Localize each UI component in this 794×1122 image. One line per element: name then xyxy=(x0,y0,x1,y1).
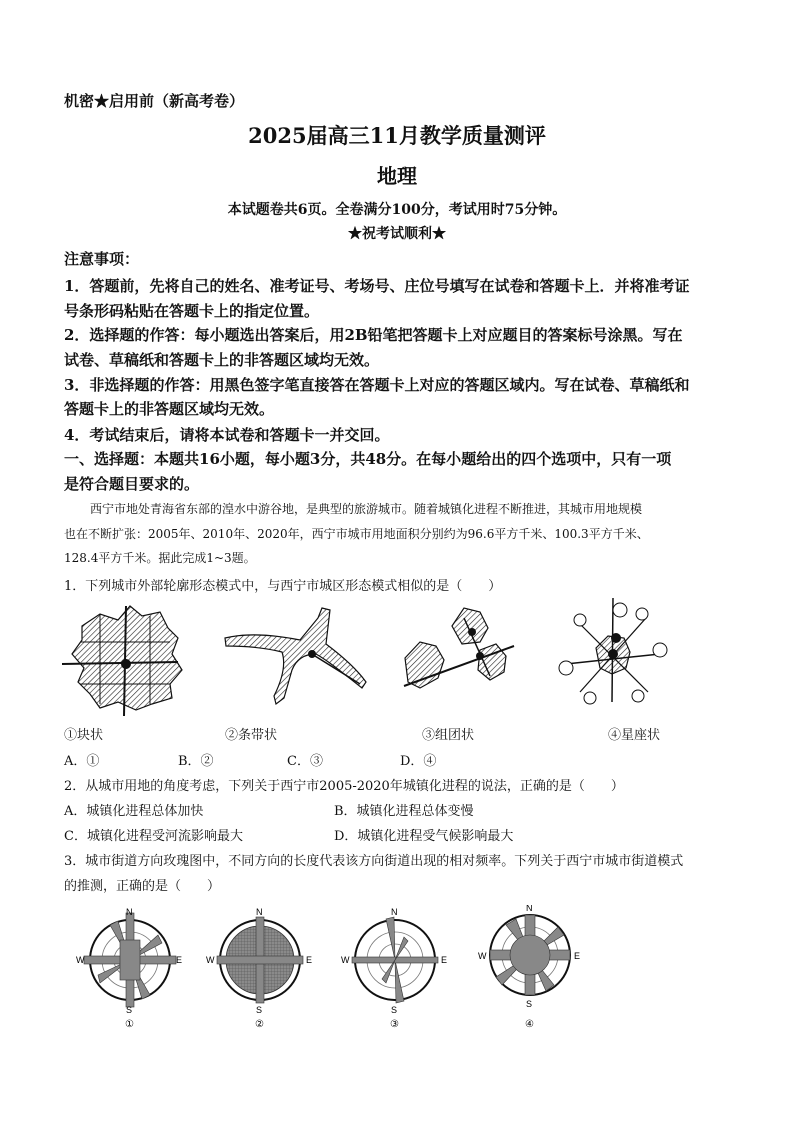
section-heading: 是符合题目要求的。 xyxy=(64,475,200,493)
exam-info: 本试题卷共6页。全卷满分100分，考试用时75分钟。 xyxy=(227,202,567,218)
rose2-south-label: S xyxy=(256,1005,263,1015)
notice-line: 1．答题前，先将自己的姓名、准考证号、考场号、庄位号填写在试卷和答题卡上．并将准考证 xyxy=(64,277,690,295)
cluster-form-diagram xyxy=(404,608,514,688)
rose3-south-label: S xyxy=(391,1005,398,1015)
q2-option-b: B．城镇化进程总体变慢 xyxy=(334,804,474,819)
caption-cluster: ③组团状 xyxy=(422,728,475,743)
rose4-west-label: W xyxy=(478,951,487,961)
rose3-label: ③ xyxy=(390,1019,399,1030)
rose1-east-label: E xyxy=(176,955,183,965)
exam-wish: ★祝考试顺利★ xyxy=(348,226,446,242)
notice-line: 3．非选择题的作答：用黑色签字笔直接答在答题卡上对应的答题区域内。写在试卷、草稿纸和 xyxy=(64,376,690,394)
strip-form-diagram xyxy=(225,608,366,704)
passage-line: 也在不断扩张：2005年、2010年、2020年，西宁市城市用地面积分别约为96.6平方千米、100.3平方千米、 xyxy=(64,527,649,541)
question-3-stem: 的推测，正确的是（ ） xyxy=(64,879,221,894)
rose1-west-label: W xyxy=(76,955,85,965)
rose4-label: ④ xyxy=(525,1019,534,1030)
question-1-stem: 1．下列城市外部轮廓形态模式中，与西宁市城区形态模式相似的是（ ） xyxy=(64,579,502,594)
q1-option-b: B．② xyxy=(178,754,214,769)
rose4-south-label: S xyxy=(526,999,533,1009)
q1-option-d: D．④ xyxy=(400,754,437,769)
rose1-south-label: S xyxy=(126,1005,133,1015)
question-2-stem: 2．从城市用地的角度考虑，下列关于西宁市2005-2020年城镇化进程的说法，正确的是（ ） xyxy=(64,779,624,794)
section-heading: 一、选择题：本题共16小题，每小题3分，共48分。在每小题给出的四个选项中，只有一项 xyxy=(64,450,672,468)
rose-diagram-2 xyxy=(206,907,312,1030)
rose-diagram-1 xyxy=(76,907,182,1030)
rose2-east-label: E xyxy=(306,955,313,965)
rose-diagram-3 xyxy=(341,907,447,1030)
block-form-diagram xyxy=(62,606,182,716)
passage-line: 128.4平方千米。据此完成1~3题。 xyxy=(64,551,256,565)
question-3-stem: 3．城市街道方向玫瑰图中，不同方向的长度代表该方向街道出现的相对频率。下列关于西宁市城市街道模式 xyxy=(64,854,684,869)
q2-option-c: C．城镇化进程受河流影响最大 xyxy=(64,829,243,844)
street-rose-diagrams xyxy=(70,905,590,1035)
notice-line: 2．选择题的作答：每小题选出答案后，用2B铅笔把答题卡上对应题目的答案标号涂黑。写在 xyxy=(64,326,683,344)
q2-option-a: A．城镇化进程总体加快 xyxy=(64,804,204,819)
city-form-diagrams xyxy=(60,598,700,718)
caption-block: ①块状 xyxy=(64,728,104,743)
rose3-north-label: N xyxy=(391,907,398,917)
rose2-west-label: W xyxy=(206,955,215,965)
notice-line: 号条形码粘贴在答题卡上的指定位置。 xyxy=(64,302,320,320)
passage-line: 西宁市地处青海省东部的湟水中游谷地，是典型的旅游城市。随着城镇化进程不断推进，其城市用地规模 xyxy=(90,502,643,516)
subject-title: 地理 xyxy=(377,164,417,188)
rose3-west-label: W xyxy=(341,955,350,965)
q1-option-c: C．③ xyxy=(287,754,323,769)
constellation-form-diagram xyxy=(559,598,667,704)
rose1-label: ① xyxy=(125,1019,134,1030)
rose3-east-label: E xyxy=(441,955,448,965)
caption-strip: ②条带状 xyxy=(225,728,278,743)
secret-label: 机密★启用前（新高考卷） xyxy=(64,92,245,110)
q1-option-a: A．① xyxy=(64,754,100,769)
rose-diagram-4 xyxy=(478,905,580,1030)
caption-constellation: ④星座状 xyxy=(608,728,661,743)
notice-line: 试卷、草稿纸和答题卡上的非答题区域均无效。 xyxy=(64,351,380,369)
rose1-north-label: N xyxy=(126,907,133,917)
notice-line: 答题卡上的非答题区域均无效。 xyxy=(64,400,275,418)
rose4-north-label: N xyxy=(526,905,533,913)
rose2-label: ② xyxy=(255,1019,264,1030)
notice-heading: 注意事项： xyxy=(64,250,140,268)
exam-title: 2025届高三11月教学质量测评 xyxy=(248,123,546,148)
q2-option-d: D．城镇化进程受气候影响最大 xyxy=(334,829,514,844)
rose2-north-label: N xyxy=(256,907,263,917)
notice-line: 4．考试结束后，请将本试卷和答题卡一并交回。 xyxy=(64,426,390,444)
rose4-east-label: E xyxy=(574,951,581,961)
